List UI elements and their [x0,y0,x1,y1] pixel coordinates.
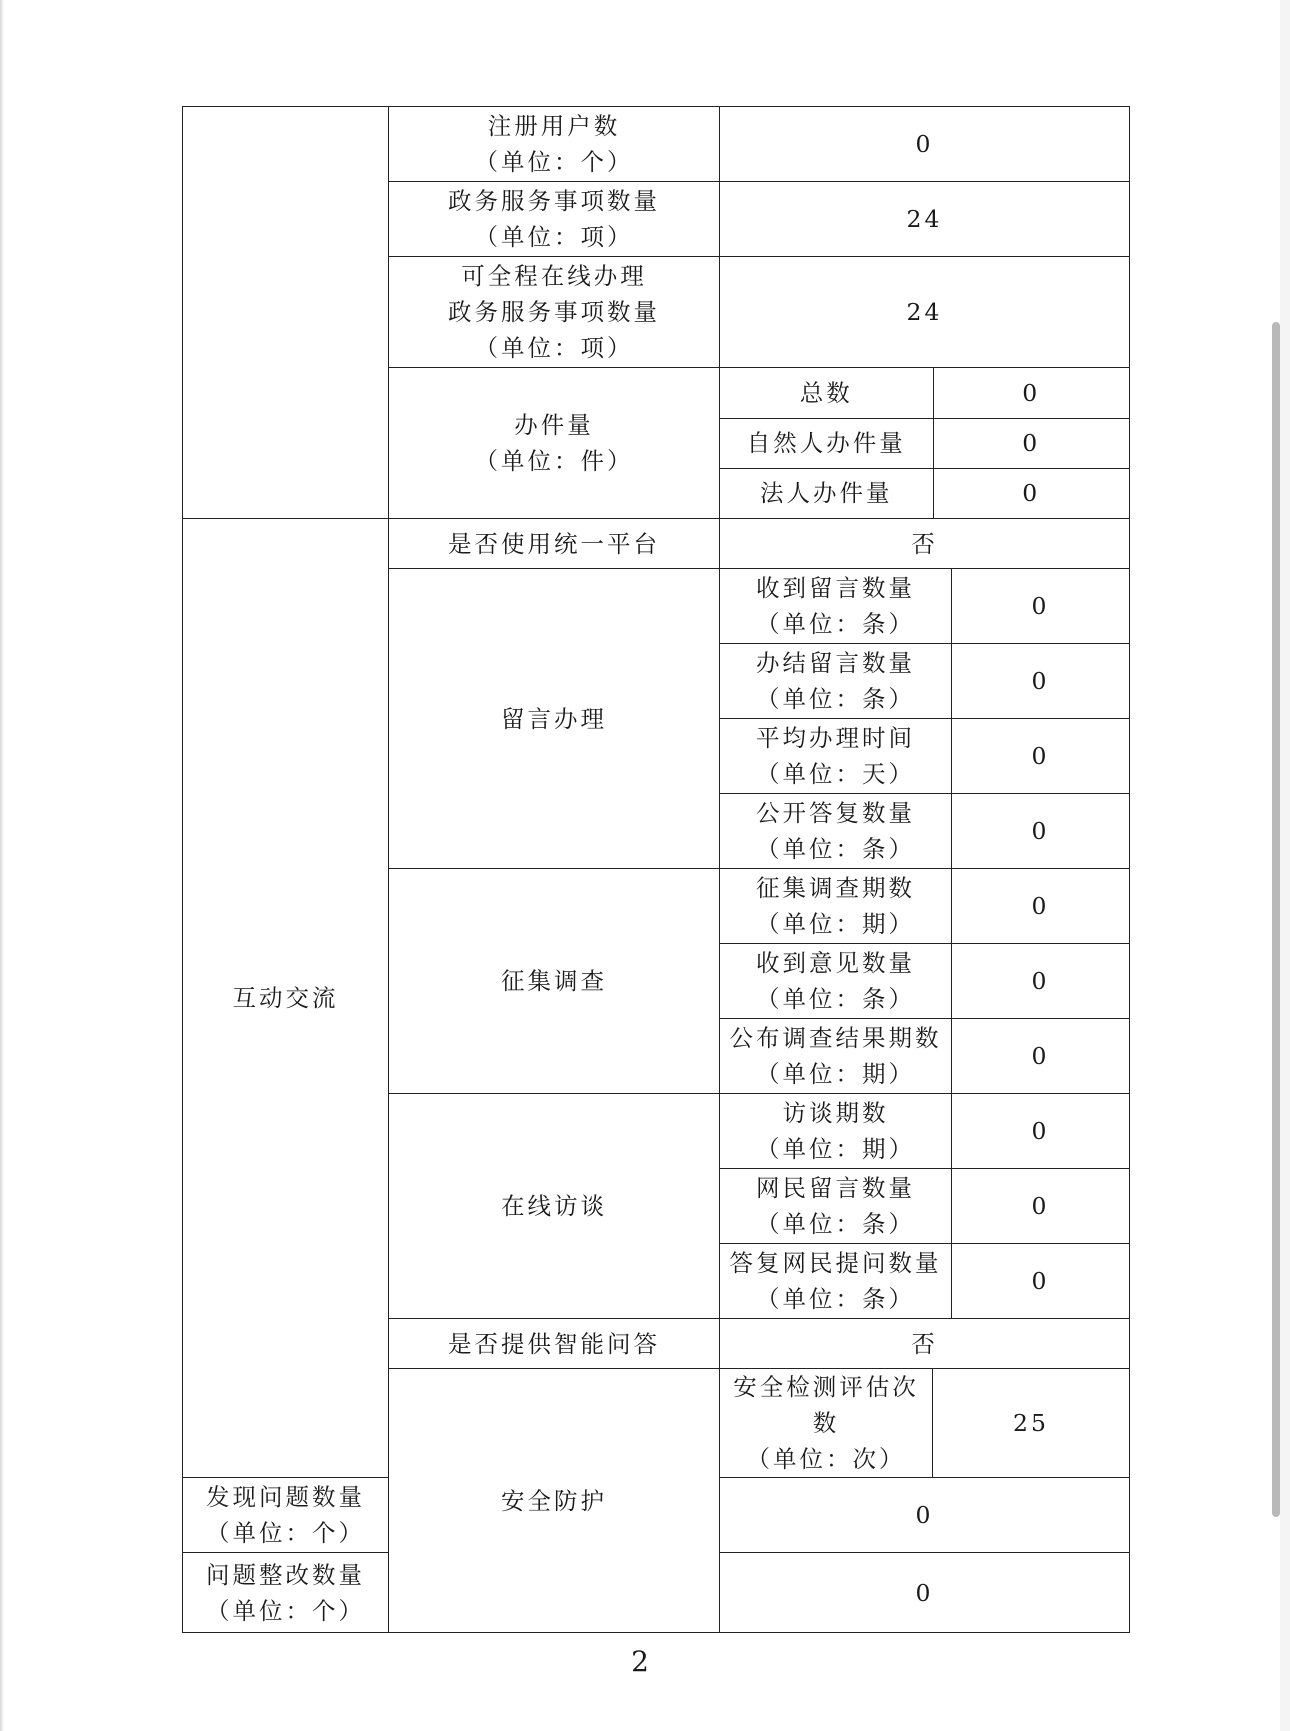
scrollbar-thumb[interactable] [1272,322,1280,1517]
row-label: 可全程在线办理 政务服务事项数量 （单位：项） [389,257,720,368]
table-row [183,107,1130,182]
sub-value: 0 [952,644,1130,719]
group-label-survey: 征集调查 [389,869,720,1094]
sub-label: 法人办件量 [720,468,933,518]
sub-value: 0 [952,1244,1130,1319]
sub-value: 0 [952,1169,1130,1244]
row-value: 25 [933,1369,1130,1478]
caseload-subtable-cell [720,368,1130,519]
sub-value: 0 [952,944,1130,1019]
sub-label: 自然人办件量 [720,418,933,468]
sub-label: 公开答复数量 （单位：条） [720,794,952,869]
row-label: 注册用户数 （单位：个） [389,107,720,182]
page-edge-shadow [0,0,4,1731]
row-value: 否 [720,1319,1130,1369]
row-label: 办件量 （单位：件） [389,368,720,519]
row-label: 政务服务事项数量 （单位：项） [389,182,720,257]
sub-value: 0 [952,719,1130,794]
sub-label: 收到意见数量 （单位：条） [720,944,952,1019]
row-label: 是否提供智能问答 [389,1319,720,1369]
sub-value: 0 [952,794,1130,869]
sub-value: 0 [952,869,1130,944]
sub-label: 网民留言数量 （单位：条） [720,1169,952,1244]
row-value: 0 [720,1478,1130,1553]
sub-label: 访谈期数 （单位：期） [720,1094,952,1169]
sub-value: 0 [952,1019,1130,1094]
row-label: 发现问题数量 （单位：个） [183,1478,389,1553]
sub-value: 0 [933,468,1129,518]
caseload-subtable [720,368,1129,518]
category-cell-empty [183,107,389,519]
category-security: 安全防护 [389,1369,720,1633]
page-number: 2 [631,1645,649,1678]
sub-label: 答复网民提问数量 （单位：条） [720,1244,952,1319]
sub-label: 收到留言数量 （单位：条） [720,569,952,644]
sub-value: 0 [952,1094,1130,1169]
sub-value: 0 [933,368,1129,418]
sub-label: 办结留言数量 （单位：条） [720,644,952,719]
sub-value: 0 [952,569,1130,644]
group-label-interview: 在线访谈 [389,1094,720,1319]
scrollbar-track[interactable] [1280,0,1290,1731]
sub-label: 总数 [720,368,933,418]
sub-label: 平均办理时间 （单位：天） [720,719,952,794]
row-label: 安全检测评估次数 （单位：次） [720,1369,933,1478]
row-label: 问题整改数量 （单位：个） [183,1553,389,1633]
group-label-message-handling: 留言办理 [389,569,720,869]
row-value: 24 [720,182,1130,257]
sub-value: 0 [933,418,1129,468]
row-label: 是否使用统一平台 [389,519,720,569]
sub-label: 公布调查结果期数 （单位：期） [720,1019,952,1094]
category-interaction: 互动交流 [183,519,389,1478]
table-row [183,519,1130,569]
row-value: 0 [720,107,1130,182]
row-value: 24 [720,257,1130,368]
sub-label: 征集调查期数 （单位：期） [720,869,952,944]
row-value: 否 [720,519,1130,569]
statistics-table [182,106,1130,1633]
row-value: 0 [720,1553,1130,1633]
